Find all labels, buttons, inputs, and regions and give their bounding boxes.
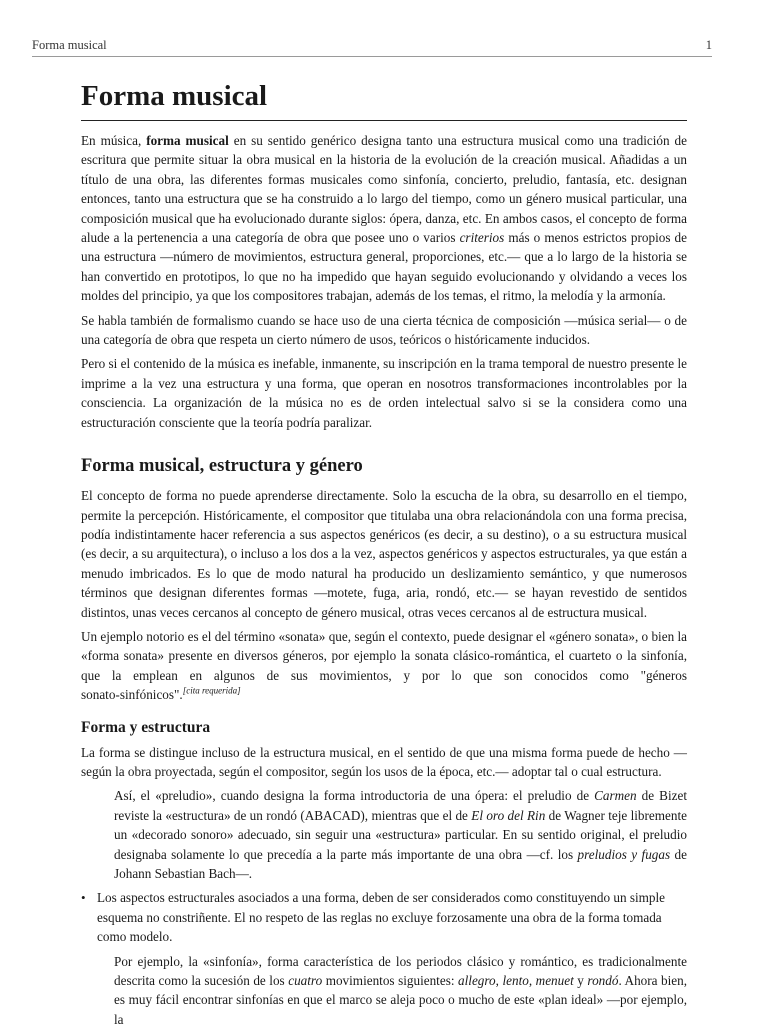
subsection-heading: Forma y estructura xyxy=(81,718,211,736)
page-title: Forma musical xyxy=(81,78,687,121)
running-header xyxy=(32,38,712,57)
page-number: 1 xyxy=(705,38,712,52)
indented-quote-1: Así, el «preludio», cuando designa la forma introductoria de una ópera: el preludio de Carmen de Bizet reviste la «estructura» de un rondó (ABACAD), mientras que el de El oro del Rin de Wagner teje libremente un «decorado sonoro» adecuado, sin seguir una «estructura» particular. En su sentido original, el preludio designaba solamente lo que precedía a la parte más importante de una obra —cf. los preludios y fugas de Johann Sebastian Bach—. xyxy=(114,788,688,881)
bullet-marker: • xyxy=(81,890,86,906)
section-paragraph-2: Un ejemplo notorio es el del término «sonata» que, según el contexto, puede designar el «género sonata», o bien la «forma sonata» presente en diversos géneros, por ejemplo la sonata clásico-romántica, el cuarteto o la sinfonía, que la emplean en algunos de sus movimientos, y por lo que son conocidos como "géneros xyxy=(81,628,687,683)
citation-needed-link[interactable]: [cita requerida] xyxy=(182,685,241,696)
indented-quote-2: Por ejemplo, la «sinfonía», forma característica de los periodos clásico y romántico, es tradicionalmente descrita como la sucesión de los cuatro movimientos siguientes: allegro, lento, menuet y rondó. Ahora bien, es muy fácil encontrar sinfonías en que el marco se aleja poco o mucho de este «plan ideal» —por ejemplo, la xyxy=(114,953,688,1027)
subsection-paragraph-1: La forma se distingue incluso de la estructura musical, en el sentido de que una misma forma puede de hecho —según la obra proyectada, según el compositor, según los usos de la época, etc.— adoptar tal o cual estructura. xyxy=(81,744,687,779)
bullet-item xyxy=(81,888,687,946)
running-title: Forma musical xyxy=(32,38,107,52)
intro-paragraph-3: Pero si el contenido de la música es inefable, inmanente, su inscripción en la trama temporal de nuestro presente le imprime a la vez una estructura y una forma, que operan en nosotros transformaciones incontrolables por la consciencia. La organización de la música no es de orden intelectual salvo si se la considera como una estructuración consciente que la teoría podría paralizar. xyxy=(81,356,687,430)
section-heading: Forma musical, estructura y género xyxy=(81,456,363,477)
intro-paragraph-2: Se habla también de formalismo cuando se hace uso de una cierta técnica de composición —música serial— o de una categoría de obra que respeta un cierto número de usos, teóricos o históricamente inducidos. xyxy=(81,312,687,348)
section-paragraph-2-end: sonato-sinfónicos".[cita requerida] xyxy=(81,685,241,703)
bullet-text: Los aspectos estructurales asociados a una forma, deben de ser considerados como constituyendo un simple esquema no constriñente. El no respeto de las reglas no excluye forzosamente una obra de la forma tomada como modelo. xyxy=(97,890,665,945)
intro-paragraph-1: En música, forma musical en su sentido genérico designa tanto una estructura musical como una tradición de escritura que permite situar la obra musical en la historia de la evolución de la creación musical. Añadidas a un título de una obra, las diferentes formas musicales como sinfonía, concierto, preludio, fantasía, etc. designan entonces, tanto una estructura que se ha construido a lo largo del tiempo, como un género musical particular, una composición musical que ha evolucionado durante siglos: ópera, danza, etc. En ambos casos, el concepto de forma alude a la pertenencia a una categoría de obra que posee uno o varios criterios más o menos estrictos propios de una estructura —número de movimientos, estructura general, proporciones, etc.— que a lo largo de la historia se han convertido en prototipos, lo que no ha impedido que hayan seguido evolucionando y olvidando a veces los moldes del principio, ya que los compositores trabajan, además de los temas, el ritmo, la melodía y la armonía. xyxy=(81,133,687,304)
article-body xyxy=(81,78,687,1029)
section-paragraph-1: El concepto de forma no puede aprenderse directamente. Solo la escucha de la obra, su desarrollo en el tiempo, permite la percepción. Históricamente, el compositor que titulaba una obra relacionándola con una forma precisa, podía indistintamente hacer referencia a sus aspectos genéricos (es decir, a su destino), o a su estructura musical (es decir, a su arquitectura), o incluso a los dos a la vez, aspectos genéricos y aspectos estructurales, ya que están a menudo imbricados. Es lo que de modo natural ha producido un deslizamiento semántico, y que numerosos términos que designan diferentes formas —motete, fuga, aria, rondó, etc.— se hayan revestido de sentidos distintos, unas veces cercanos al concepto de género musical, otras veces cercanos al de estructura musical. xyxy=(81,488,687,620)
bold-term: forma musical xyxy=(146,133,229,148)
italic-term: criterios xyxy=(459,230,505,246)
